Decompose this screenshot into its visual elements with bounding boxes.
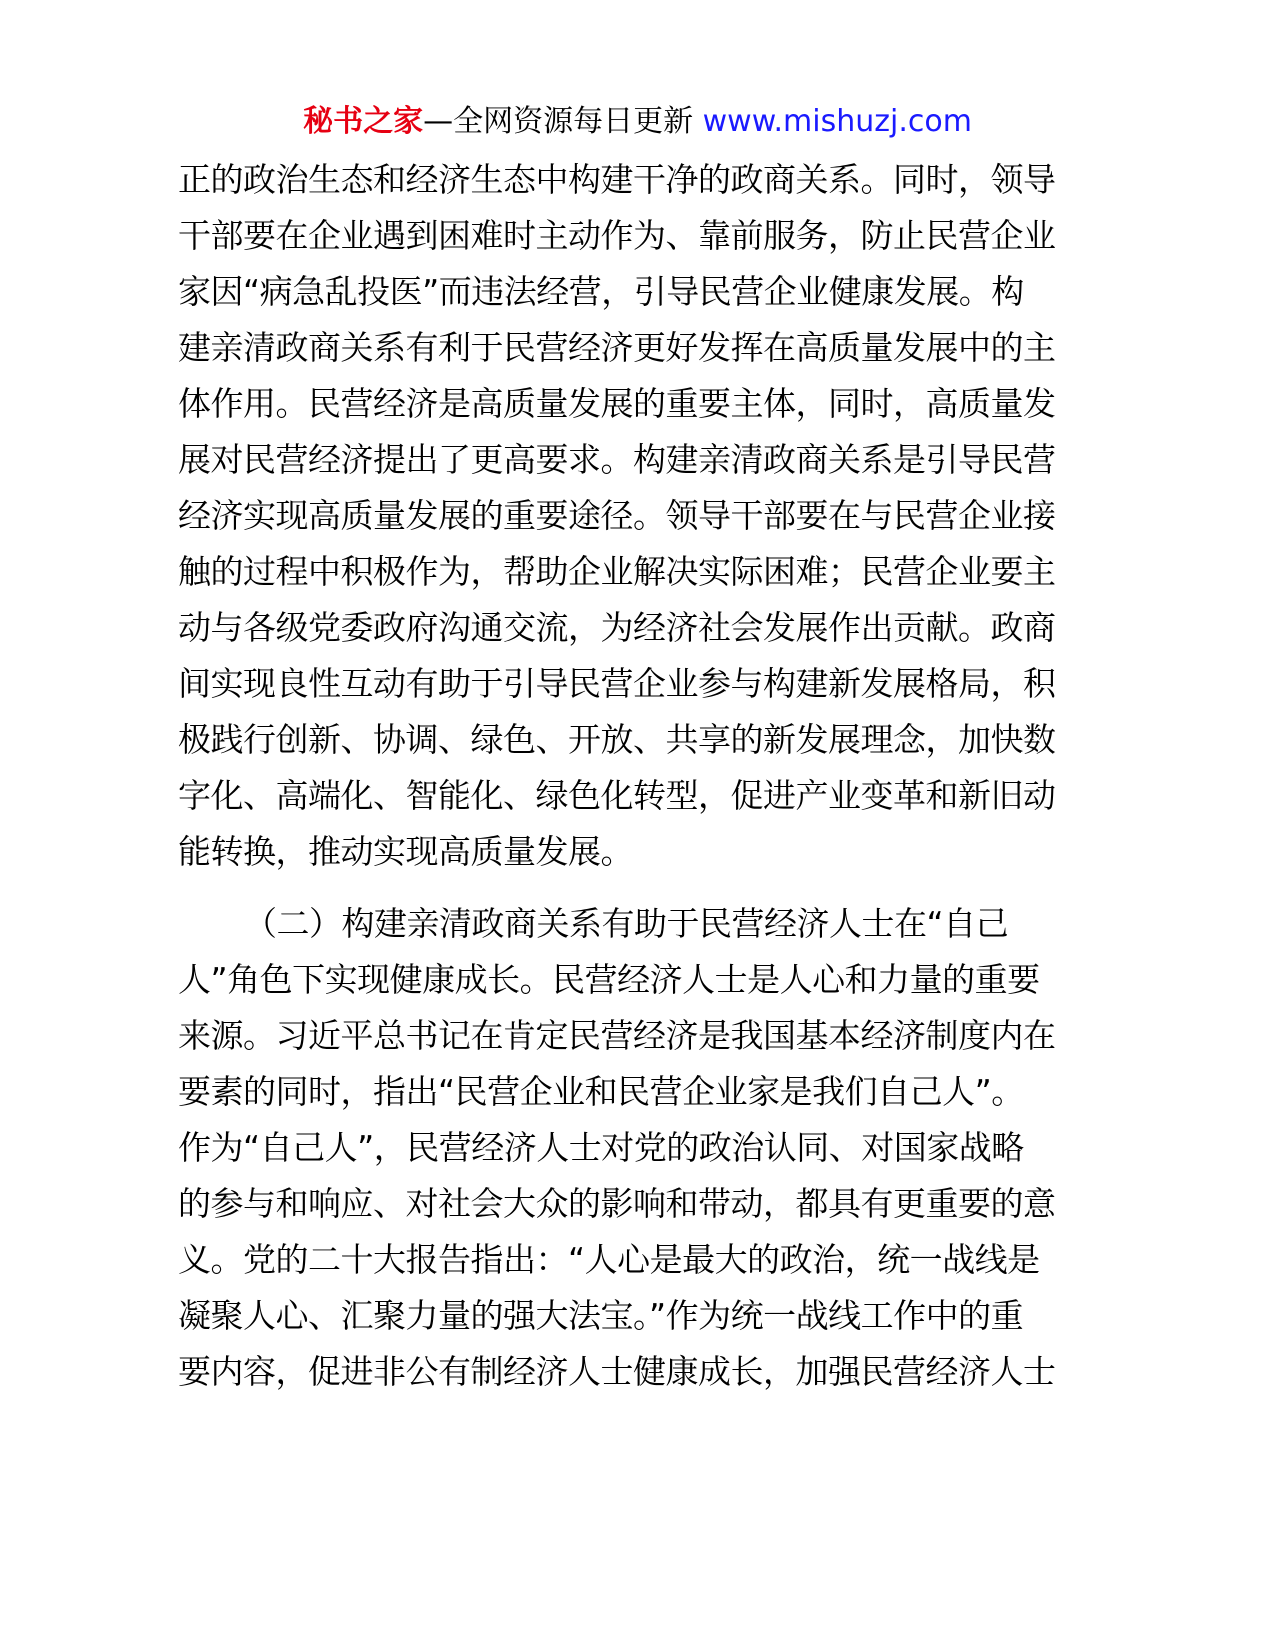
text-line: 作为“自己人”，民营经济人士对党的政治认同、对国家战略: [178, 1128, 1024, 1167]
text-line: 极践行创新、协调、绿色、开放、共享的新发展理念，加快数: [178, 720, 1056, 759]
text-line: 展对民营经济提出了更高要求。构建亲清政商关系是引导民营: [178, 440, 1056, 479]
paragraph-gap: [178, 880, 1038, 896]
text-line: 间实现良性互动有助于引导民营企业参与构建新发展格局，积: [178, 664, 1056, 703]
paragraph-1: [178, 152, 1056, 880]
text-line: 要内容，促进非公有制经济人士健康成长，加强民营经济人士: [178, 1352, 1056, 1391]
text-line: 义。党的二十大报告指出：“人心是最大的政治，统一战线是: [178, 1240, 1040, 1279]
document-body: [178, 152, 1056, 1400]
header-url-link[interactable]: www.mishuzj.com: [702, 104, 972, 139]
text-line: 人”角色下实现健康成长。民营经济人士是人心和力量的重要: [178, 960, 1040, 999]
text-line: 的参与和响应、对社会大众的影响和带动，都具有更重要的意: [178, 1184, 1056, 1223]
text-line: 凝聚人心、汇聚力量的强大法宝。”作为统一战线工作中的重: [178, 1296, 1024, 1335]
text-line: 要素的同时，指出“民营企业和民营企业家是我们自己人”。: [178, 1072, 1024, 1111]
page-header: [0, 100, 1275, 144]
paragraph-2: [178, 896, 1056, 1400]
text-line: 动与各级党委政府沟通交流，为经济社会发展作出贡献。政商: [178, 608, 1056, 647]
text-line: 来源。习近平总书记在肯定民营经济是我国基本经济制度内在: [178, 1016, 1056, 1055]
text-line: 干部要在企业遇到困难时主动作为、靠前服务，防止民营企业: [178, 216, 1056, 255]
text-line: 经济实现高质量发展的重要途径。领导干部要在与民营企业接: [178, 496, 1056, 535]
text-line: 能转换，推动实现高质量发展。: [178, 832, 633, 871]
text-line: 字化、高端化、智能化、绿色化转型，促进产业变革和新旧动: [178, 776, 1056, 815]
text-line: 体作用。民营经济是高质量发展的重要主体，同时，高质量发: [178, 384, 1056, 423]
text-line: 触的过程中积极作为，帮助企业解决实际困难；民营企业要主: [178, 552, 1056, 591]
header-tagline: —全网资源每日更新: [423, 104, 703, 139]
text-line: 正的政治生态和经济生态中构建干净的政商关系。同时，领导: [178, 160, 1056, 199]
text-line: 建亲清政商关系有利于民营经济更好发挥在高质量发展中的主: [178, 328, 1056, 367]
text-line: 家因“病急乱投医”而违法经营，引导民营企业健康发展。构: [178, 272, 1024, 311]
text-line-indented: （二）构建亲清政商关系有助于民营经济人士在“自己: [244, 904, 1009, 943]
header-brand: 秘书之家: [303, 104, 424, 139]
